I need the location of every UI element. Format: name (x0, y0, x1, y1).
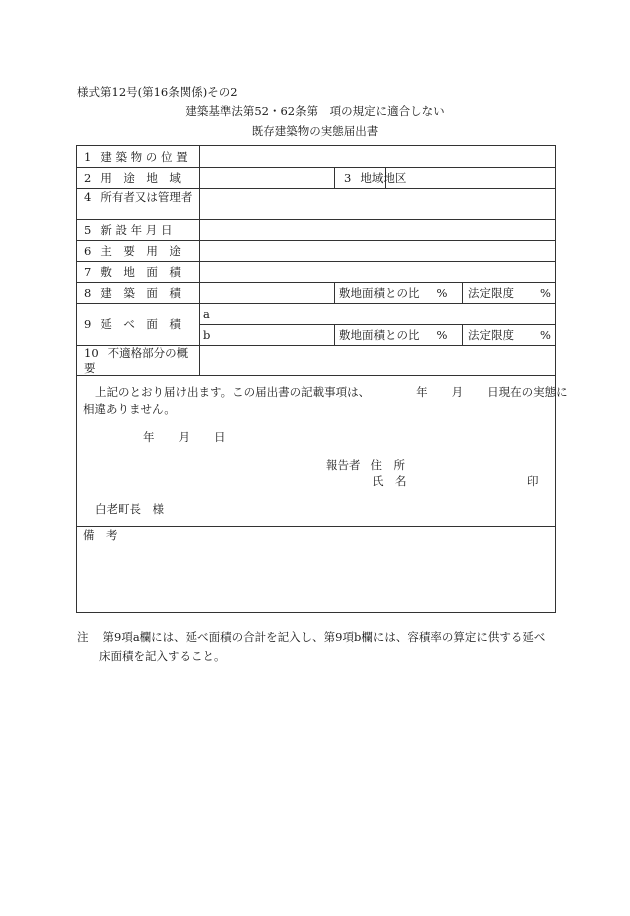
footnote-line1: 注 第9項a欄には、延べ面積の合計を記入し、第9項b欄には、容積率の算定に供する延べ (77, 630, 546, 644)
declaration-statement: 上記のとおり届け出ます。この届出書の記載事項は、 年 月 日現在の実態に (95, 385, 568, 399)
location-field[interactable] (200, 146, 555, 167)
row-use-district-label: 2 用 途 地 域 (84, 171, 181, 185)
report-form-table (76, 145, 568, 613)
form-title-line1: 建築基準法第52・62条第 項の規定に適合しない (185, 104, 445, 118)
addressee: 白老町長 様 (95, 502, 164, 516)
floor-area-legal-limit[interactable]: 法定限度 % (468, 328, 551, 342)
row-site-area-label: 7 敷 地 面 積 (84, 265, 181, 279)
seal-mark: 印 (527, 474, 539, 488)
form-number: 様式第12号(第16条関係)その2 (77, 85, 238, 99)
footnote-line2: 床面積を記入すること。 (99, 649, 226, 663)
building-area-field[interactable] (200, 283, 334, 303)
row-building-area-label: 8 建 築 面 積 (84, 286, 181, 300)
site-area-field[interactable] (200, 262, 555, 282)
row-nonconform-label: 10 不適格部分の概要 (84, 346, 189, 375)
reporter-address[interactable]: 報告者 住 所 (326, 458, 405, 472)
declaration-statement-line2: 相違ありません。 (83, 402, 176, 416)
footnote (77, 628, 557, 666)
row-new-date-label: 5 新 設 年 月 日 (84, 223, 173, 237)
floor-area-total-field[interactable]: a (203, 307, 210, 321)
reporter-name[interactable]: 氏 名 (372, 474, 407, 488)
row-area-district-label: 3 地域地区 (344, 171, 407, 185)
row-main-use-label: 6 主 要 用 途 (84, 244, 181, 258)
report-date[interactable]: 年 月 日 (143, 430, 226, 444)
main-use-field[interactable] (200, 241, 555, 261)
use-district-field[interactable] (200, 168, 334, 188)
building-area-ratio[interactable]: 敷地面積との比 % (339, 286, 448, 300)
row-owner-label: 4 所有者又は管理者 (84, 190, 193, 204)
remarks-field[interactable] (78, 544, 554, 612)
floor-area-ratio[interactable]: 敷地面積との比 % (339, 328, 448, 342)
new-date-field[interactable] (200, 220, 555, 240)
row-floor-area-label: 9 延 べ 面 積 (84, 317, 181, 331)
area-district-field[interactable] (386, 168, 555, 188)
remarks-label: 備 考 (83, 528, 118, 542)
floor-area-calc-field[interactable]: b (203, 328, 211, 342)
row-location-label: 1 建 築 物 の 位 置 (84, 150, 188, 164)
form-title-line2: 既存建築物の実態届出書 (251, 124, 379, 138)
building-area-legal-limit[interactable]: 法定限度 % (468, 286, 551, 300)
owner-field[interactable] (200, 189, 555, 219)
nonconform-field[interactable] (200, 346, 555, 375)
